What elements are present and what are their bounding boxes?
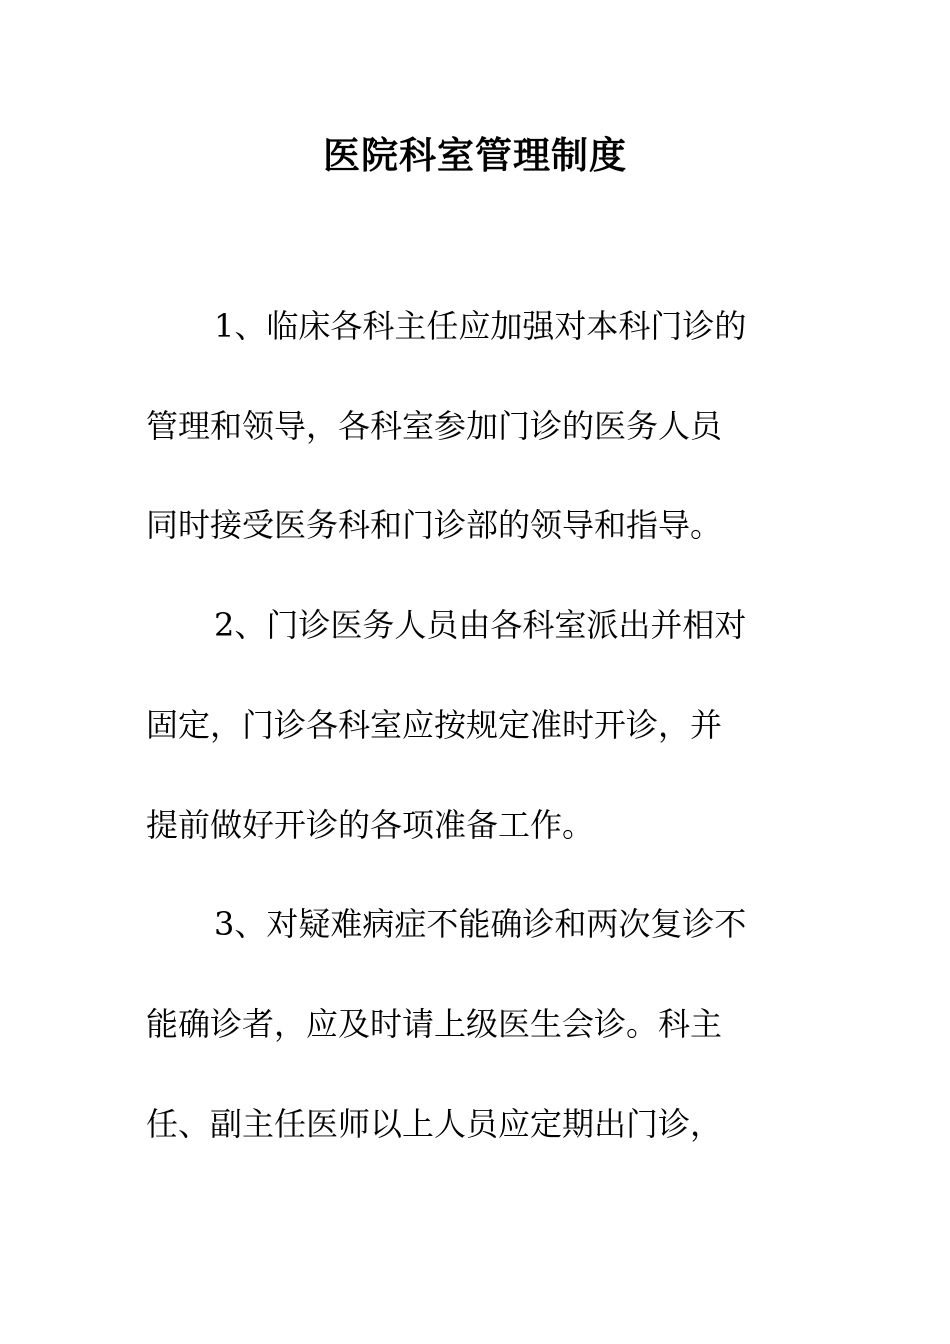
- paragraph-3-line-3: 任、副主任医师以上人员应定期出门诊，: [146, 1105, 723, 1143]
- paragraph-1-line-2: 管理和领导，各科室参加门诊的医务人员: [146, 407, 723, 445]
- document-title: 医院科室管理制度: [323, 133, 627, 177]
- paragraph-1-line-1: 1、临床各科主任应加强对本科门诊的: [214, 307, 747, 345]
- paragraph-1-line-3: 同时接受医务科和门诊部的领导和指导。: [146, 506, 723, 544]
- paragraph-3-line-2: 能确诊者，应及时请上级医生会诊。科主: [146, 1005, 723, 1043]
- paragraph-2-line-1: 2、门诊医务人员由各科室派出并相对: [214, 606, 747, 644]
- paragraph-2-line-2: 固定，门诊各科室应按规定准时开诊，并: [146, 706, 723, 744]
- paragraph-2-line-3: 提前做好开诊的各项准备工作。: [146, 806, 595, 844]
- paragraph-3-line-1: 3、对疑难病症不能确诊和两次复诊不: [214, 905, 747, 943]
